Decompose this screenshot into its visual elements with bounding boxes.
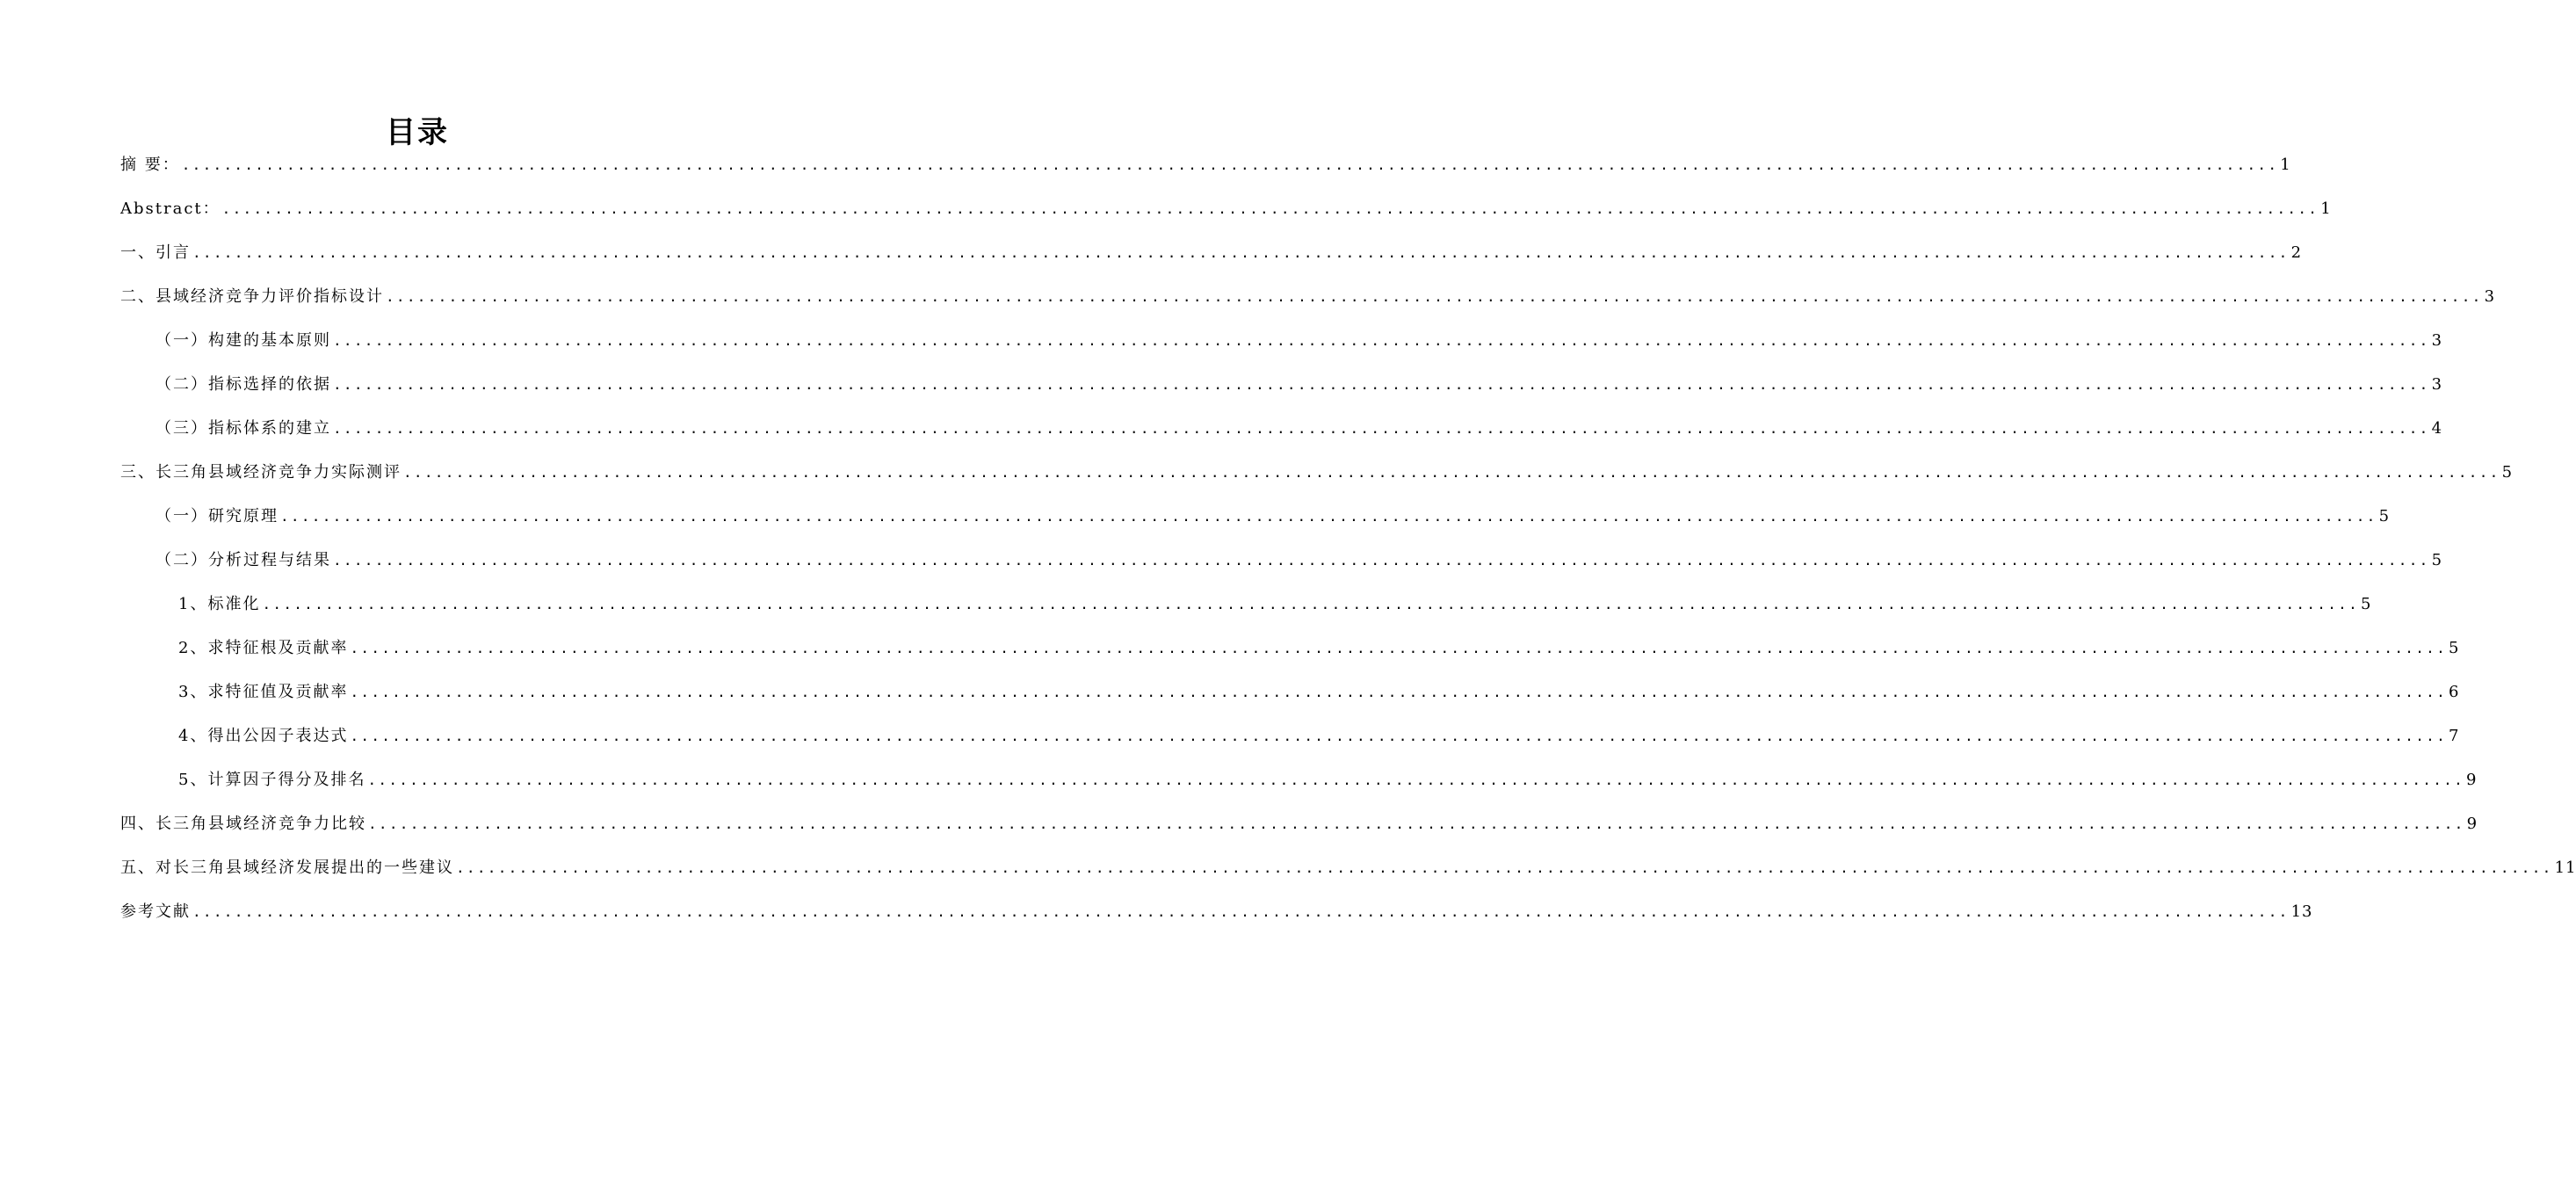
toc-entry-page: 5 [2431, 551, 2443, 569]
toc-leader-dots: ........................................................................................................................................................................................................ [333, 332, 2430, 349]
toc-entry-page: 5 [2361, 595, 2372, 613]
toc-leader-dots: ........................................................................................................................................................................................................ [386, 288, 2483, 305]
toc-leader-dots: ........................................................................................................................................................................................................ [367, 772, 2465, 788]
toc-entry-page: 3 [2431, 375, 2443, 394]
toc-entry-page: 2 [2290, 243, 2303, 262]
toc-entry-label: 五、对长三角县域经济发展提出的一些建议 [120, 859, 454, 877]
toc-entry-section-3-2-3[interactable] [178, 679, 2460, 706]
toc-leader-dots: ........................................................................................................................................................................................................ [333, 420, 2430, 437]
toc-entry-page: 13 [2290, 902, 2313, 921]
toc-entry-label: （三）指标体系的建立 [156, 419, 331, 438]
toc-leader-dots: ........................................................................................................................................................................................................ [262, 596, 2360, 612]
toc-entry-page: 4 [2431, 419, 2443, 438]
toc-entry-abstract-cn[interactable] [120, 152, 2291, 178]
toc-entry-page: 3 [2431, 331, 2443, 350]
toc-entry-page: 9 [2466, 815, 2478, 833]
toc-entry-label: 参考文献 [120, 902, 191, 921]
toc-leader-dots: ........................................................................................................................................................................................................ [192, 244, 2290, 261]
toc-entry-page: 7 [2449, 727, 2460, 745]
toc-leader-dots: ........................................................................................................................................................................................................ [368, 815, 2465, 832]
toc-entry-page: 9 [2466, 771, 2478, 789]
toc-entry-section-3-2-5[interactable] [178, 767, 2478, 793]
toc-entry-label: （一）构建的基本原则 [156, 331, 331, 350]
toc-leader-dots: ........................................................................................................................................................................................................ [456, 859, 2553, 876]
toc-leader-dots: ........................................................................................................................................................................................................ [333, 552, 2430, 569]
toc-entry-label: 二、县域经济竞争力评价指标设计 [120, 287, 384, 306]
toc-entry-label: 5、计算因子得分及排名 [178, 771, 366, 789]
toc-entry-section-3-2-1[interactable] [178, 591, 2372, 618]
toc-entry-section-5[interactable] [120, 855, 2576, 881]
toc-title: 目录 [386, 115, 449, 150]
toc-leader-dots: ........................................................................................................................................................................................................ [280, 508, 2377, 525]
toc-leader-dots: ........................................................................................................................................................................................................ [333, 376, 2430, 393]
toc-entry-references[interactable] [120, 899, 2313, 925]
toc-entry-label: 4、得出公因子表达式 [178, 727, 349, 745]
toc-leader-dots: ........................................................................................................................................................................................................ [350, 684, 2448, 700]
toc-leader-dots: ........................................................................................................................................................................................................ [350, 640, 2448, 656]
toc-entry-page: 11 [2554, 859, 2576, 877]
toc-leader-dots: ........................................................................................................................................................................................................ [221, 200, 2319, 217]
toc-entry-page: 6 [2449, 683, 2460, 701]
toc-leader-dots: ........................................................................................................................................................................................................ [181, 156, 2279, 173]
toc-entry-label: 1、标准化 [178, 595, 261, 613]
toc-entry-label: 摘 要： [120, 156, 180, 174]
toc-entry-page: 5 [2449, 639, 2460, 657]
toc-entry-section-3[interactable] [120, 460, 2514, 486]
toc-entry-section-3-1[interactable] [156, 504, 2391, 530]
toc-entry-abstract-en[interactable] [120, 196, 2332, 222]
toc-entry-section-2-2[interactable] [156, 372, 2443, 398]
toc-leader-dots: ........................................................................................................................................................................................................ [403, 464, 2500, 481]
toc-entry-label: 三、长三角县域经济竞争力实际测评 [120, 463, 402, 482]
toc-entry-page: 3 [2484, 287, 2496, 306]
toc-entry-label: 2、求特征根及贡献率 [178, 639, 349, 657]
toc-leader-dots: ........................................................................................................................................................................................................ [350, 728, 2448, 744]
toc-entry-page: 1 [2320, 199, 2332, 218]
toc-entry-page: 5 [2501, 463, 2514, 482]
toc-entry-label: （二）分析过程与结果 [156, 551, 331, 569]
toc-entry-label: （一）研究原理 [156, 507, 279, 525]
toc-entry-label: （二）指标选择的依据 [156, 375, 331, 394]
toc-entry-label: 3、求特征值及贡献率 [178, 683, 349, 701]
toc-entry-label: 四、长三角县域经济竞争力比较 [120, 815, 366, 833]
toc-entry-label: 一、引言 [120, 243, 191, 262]
toc-entry-section-4[interactable] [120, 811, 2478, 837]
toc-entry-section-3-2[interactable] [156, 547, 2443, 574]
toc-entry-section-2-1[interactable] [156, 328, 2443, 354]
toc-leader-dots: ........................................................................................................................................................................................................ [192, 903, 2290, 920]
toc-entry-label: Abstract： [120, 199, 221, 218]
toc-entry-section-3-2-2[interactable] [178, 635, 2460, 662]
toc-entry-introduction[interactable] [120, 240, 2303, 266]
toc-entry-section-2-3[interactable] [156, 416, 2443, 442]
toc-entry-section-2[interactable] [120, 284, 2496, 310]
toc-entry-page: 1 [2280, 156, 2291, 174]
toc-entry-section-3-2-4[interactable] [178, 723, 2460, 750]
toc-entry-page: 5 [2378, 507, 2391, 525]
